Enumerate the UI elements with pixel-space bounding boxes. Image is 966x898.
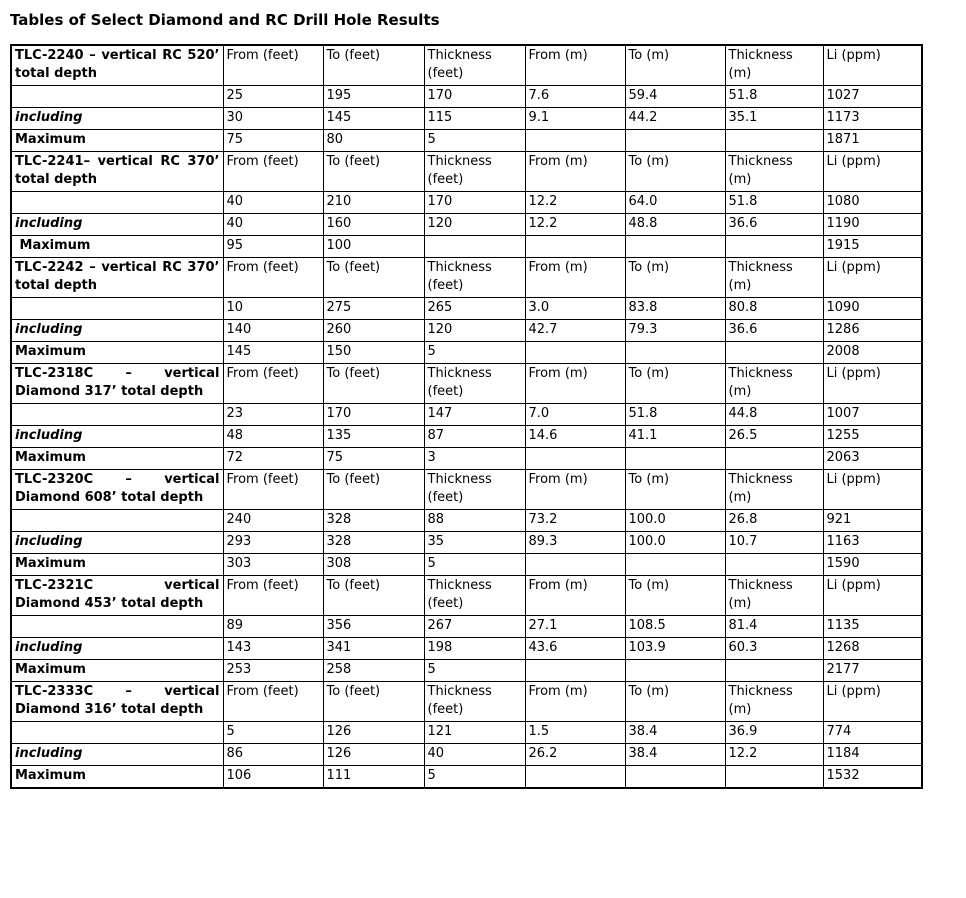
section-header-row [11,364,922,404]
value-cell: 275 [323,298,424,320]
value-cell: 120 [424,320,525,342]
data-row [11,766,922,789]
column-header-cell: Thickness (feet) [424,364,525,404]
value-cell: 100.0 [625,510,725,532]
value-cell: 23 [223,404,323,426]
value-cell: 108.5 [625,616,725,638]
value-cell: 89.3 [525,532,625,554]
value-cell: 126 [323,744,424,766]
value-cell: 5 [424,554,525,576]
value-cell [725,554,823,576]
column-header-cell: From (feet) [223,682,323,722]
column-header-cell: Li (ppm) [823,682,922,722]
column-header-cell: To (m) [625,576,725,616]
value-cell [725,130,823,152]
value-cell: 43.6 [525,638,625,660]
value-cell: 1163 [823,532,922,554]
value-cell: 30 [223,108,323,130]
data-row [11,108,922,130]
value-cell: 51.8 [725,192,823,214]
row-label [11,404,223,426]
value-cell: 5 [424,660,525,682]
value-cell: 1871 [823,130,922,152]
value-cell: 51.8 [625,404,725,426]
value-cell [424,236,525,258]
value-cell: 1255 [823,426,922,448]
data-row [11,638,922,660]
value-cell: 10 [223,298,323,320]
column-header-cell: From (feet) [223,258,323,298]
value-cell: 1532 [823,766,922,789]
value-cell: 42.7 [525,320,625,342]
data-row [11,554,922,576]
value-cell: 88 [424,510,525,532]
section-header-row [11,152,922,192]
row-label: Maximum [11,766,223,789]
column-header-cell: To (feet) [323,682,424,722]
data-row [11,298,922,320]
value-cell: 356 [323,616,424,638]
value-cell: 140 [223,320,323,342]
value-cell: 51.8 [725,86,823,108]
column-header-cell: Li (ppm) [823,470,922,510]
row-label [11,192,223,214]
value-cell: 103.9 [625,638,725,660]
value-cell [625,342,725,364]
data-row [11,616,922,638]
hole-title: TLC-2318C – vertical Diamond 317’ total depth [11,364,223,404]
value-cell: 40 [223,192,323,214]
value-cell [725,342,823,364]
column-header-cell: From (m) [525,364,625,404]
value-cell: 1080 [823,192,922,214]
value-cell: 308 [323,554,424,576]
value-cell: 48.8 [625,214,725,236]
value-cell: 115 [424,108,525,130]
value-cell: 36.9 [725,722,823,744]
value-cell: 1268 [823,638,922,660]
value-cell: 86 [223,744,323,766]
row-label: including [11,638,223,660]
value-cell: 83.8 [625,298,725,320]
column-header-cell: Thickness (m) [725,364,823,404]
value-cell: 5 [223,722,323,744]
value-cell: 1027 [823,86,922,108]
value-cell: 2008 [823,342,922,364]
value-cell: 26.5 [725,426,823,448]
value-cell: 5 [424,130,525,152]
value-cell: 150 [323,342,424,364]
value-cell: 79.3 [625,320,725,342]
value-cell: 1590 [823,554,922,576]
value-cell: 36.6 [725,320,823,342]
data-row [11,426,922,448]
column-header-cell: Li (ppm) [823,364,922,404]
value-cell: 195 [323,86,424,108]
value-cell: 1286 [823,320,922,342]
column-header-cell: Li (ppm) [823,152,922,192]
value-cell [625,766,725,789]
value-cell: 25 [223,86,323,108]
column-header-cell: Thickness (feet) [424,682,525,722]
column-header-cell: Thickness (m) [725,470,823,510]
hole-title: TLC-2321C vertical Diamond 453’ total depth [11,576,223,616]
section-header-row [11,576,922,616]
row-label: Maximum [11,448,223,470]
value-cell: 143 [223,638,323,660]
value-cell: 5 [424,342,525,364]
value-cell: 260 [323,320,424,342]
section-header-row [11,470,922,510]
column-header-cell: Thickness (feet) [424,258,525,298]
value-cell: 44.2 [625,108,725,130]
value-cell [725,660,823,682]
value-cell: 267 [424,616,525,638]
column-header-cell: Thickness (m) [725,576,823,616]
value-cell: 135 [323,426,424,448]
value-cell: 100 [323,236,424,258]
value-cell: 26.8 [725,510,823,532]
value-cell: 111 [323,766,424,789]
data-row [11,660,922,682]
value-cell [525,236,625,258]
value-cell: 40 [223,214,323,236]
data-row [11,744,922,766]
data-row [11,510,922,532]
value-cell [725,766,823,789]
value-cell: 198 [424,638,525,660]
row-label [11,616,223,638]
value-cell: 60.3 [725,638,823,660]
value-cell [625,448,725,470]
value-cell [725,448,823,470]
section-header-row [11,45,922,86]
value-cell: 40 [424,744,525,766]
value-cell: 120 [424,214,525,236]
value-cell: 147 [424,404,525,426]
value-cell: 38.4 [625,722,725,744]
value-cell: 7.6 [525,86,625,108]
value-cell [525,342,625,364]
value-cell [625,236,725,258]
value-cell [625,554,725,576]
value-cell: 27.1 [525,616,625,638]
row-label: Maximum [11,554,223,576]
column-header-cell: To (m) [625,45,725,86]
row-label: including [11,108,223,130]
column-header-cell: Thickness (m) [725,45,823,86]
value-cell: 160 [323,214,424,236]
data-row [11,86,922,108]
column-header-cell: To (feet) [323,45,424,86]
column-header-cell: Thickness (feet) [424,152,525,192]
column-header-cell: Thickness (m) [725,152,823,192]
data-row [11,722,922,744]
column-header-cell: From (m) [525,470,625,510]
value-cell: 265 [424,298,525,320]
value-cell: 75 [223,130,323,152]
value-cell: 36.6 [725,214,823,236]
value-cell [525,660,625,682]
value-cell: 170 [424,192,525,214]
value-cell [525,766,625,789]
value-cell: 1.5 [525,722,625,744]
value-cell: 7.0 [525,404,625,426]
data-row [11,236,922,258]
data-row [11,342,922,364]
column-header-cell: To (feet) [323,576,424,616]
hole-title: TLC-2333C – vertical Diamond 316’ total depth [11,682,223,722]
data-row [11,532,922,554]
row-label: including [11,214,223,236]
column-header-cell: From (m) [525,45,625,86]
value-cell: 38.4 [625,744,725,766]
value-cell: 73.2 [525,510,625,532]
value-cell: 1090 [823,298,922,320]
value-cell: 35.1 [725,108,823,130]
value-cell: 26.2 [525,744,625,766]
row-label: including [11,532,223,554]
value-cell: 2063 [823,448,922,470]
column-header-cell: Li (ppm) [823,45,922,86]
value-cell: 121 [424,722,525,744]
row-label: including [11,426,223,448]
data-row [11,320,922,342]
value-cell: 170 [323,404,424,426]
value-cell: 44.8 [725,404,823,426]
value-cell: 89 [223,616,323,638]
row-label: Maximum [11,236,223,258]
value-cell [525,130,625,152]
column-header-cell: From (m) [525,258,625,298]
row-label [11,722,223,744]
hole-title: TLC-2320C – vertical Diamond 608’ total depth [11,470,223,510]
value-cell: 12.2 [725,744,823,766]
column-header-cell: Thickness (feet) [424,45,525,86]
hole-title: TLC-2241– vertical RC 370’ total depth [11,152,223,192]
value-cell: 80 [323,130,424,152]
value-cell: 100.0 [625,532,725,554]
value-cell: 5 [424,766,525,789]
section-header-row [11,258,922,298]
value-cell: 87 [424,426,525,448]
column-header-cell: Thickness (feet) [424,576,525,616]
row-label: including [11,744,223,766]
value-cell: 1190 [823,214,922,236]
value-cell [625,660,725,682]
row-label: Maximum [11,130,223,152]
value-cell: 240 [223,510,323,532]
data-row [11,130,922,152]
value-cell: 80.8 [725,298,823,320]
row-label [11,298,223,320]
value-cell: 145 [223,342,323,364]
value-cell: 35 [424,532,525,554]
column-header-cell: Thickness (m) [725,258,823,298]
value-cell: 106 [223,766,323,789]
value-cell [525,448,625,470]
column-header-cell: To (m) [625,682,725,722]
data-row [11,404,922,426]
hole-title: TLC-2240 – vertical RC 520’ total depth [11,45,223,86]
column-header-cell: Thickness (m) [725,682,823,722]
section-header-row [11,682,922,722]
column-header-cell: To (feet) [323,470,424,510]
value-cell: 3.0 [525,298,625,320]
column-header-cell: Li (ppm) [823,258,922,298]
column-header-cell: Thickness (feet) [424,470,525,510]
value-cell: 258 [323,660,424,682]
value-cell: 774 [823,722,922,744]
value-cell: 14.6 [525,426,625,448]
value-cell: 95 [223,236,323,258]
value-cell: 10.7 [725,532,823,554]
row-label: including [11,320,223,342]
value-cell: 328 [323,532,424,554]
value-cell: 1135 [823,616,922,638]
value-cell: 59.4 [625,86,725,108]
value-cell: 210 [323,192,424,214]
row-label [11,510,223,532]
value-cell: 921 [823,510,922,532]
value-cell: 293 [223,532,323,554]
column-header-cell: To (feet) [323,364,424,404]
row-label: Maximum [11,342,223,364]
row-label [11,86,223,108]
value-cell: 328 [323,510,424,532]
column-header-cell: From (feet) [223,576,323,616]
value-cell: 72 [223,448,323,470]
column-header-cell: From (feet) [223,152,323,192]
value-cell: 1915 [823,236,922,258]
column-header-cell: From (m) [525,576,625,616]
column-header-cell: Li (ppm) [823,576,922,616]
page-title: Tables of Select Diamond and RC Drill Hole Results [10,11,440,29]
hole-title: TLC-2242 – vertical RC 370’ total depth [11,258,223,298]
value-cell: 12.2 [525,192,625,214]
value-cell [725,236,823,258]
value-cell [525,554,625,576]
value-cell: 1173 [823,108,922,130]
row-label: Maximum [11,660,223,682]
data-row [11,192,922,214]
column-header-cell: To (feet) [323,152,424,192]
value-cell [625,130,725,152]
value-cell: 170 [424,86,525,108]
column-header-cell: From (feet) [223,364,323,404]
value-cell: 1184 [823,744,922,766]
column-header-cell: To (m) [625,152,725,192]
value-cell: 303 [223,554,323,576]
column-header-cell: To (m) [625,364,725,404]
value-cell: 41.1 [625,426,725,448]
data-row [11,448,922,470]
results-table-body [11,45,922,788]
value-cell: 81.4 [725,616,823,638]
value-cell: 1007 [823,404,922,426]
column-header-cell: To (m) [625,470,725,510]
value-cell: 341 [323,638,424,660]
value-cell: 126 [323,722,424,744]
value-cell: 2177 [823,660,922,682]
column-header-cell: From (feet) [223,45,323,86]
value-cell: 9.1 [525,108,625,130]
value-cell: 48 [223,426,323,448]
value-cell: 12.2 [525,214,625,236]
value-cell: 64.0 [625,192,725,214]
value-cell: 75 [323,448,424,470]
value-cell: 3 [424,448,525,470]
value-cell: 145 [323,108,424,130]
column-header-cell: To (m) [625,258,725,298]
column-header-cell: From (m) [525,152,625,192]
value-cell: 253 [223,660,323,682]
column-header-cell: From (m) [525,682,625,722]
data-row [11,214,922,236]
results-table [10,44,923,789]
column-header-cell: To (feet) [323,258,424,298]
column-header-cell: From (feet) [223,470,323,510]
